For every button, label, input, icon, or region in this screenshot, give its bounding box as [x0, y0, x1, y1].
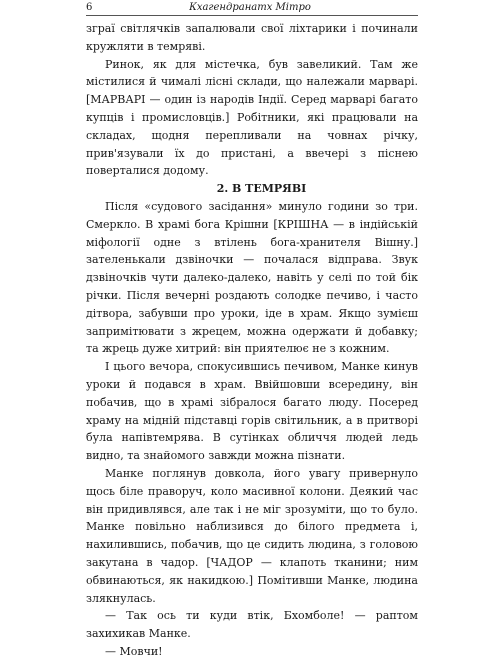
header-rule: [86, 15, 418, 16]
running-title: Кхагендранатх Мітро: [189, 2, 311, 13]
paragraph: Ринок, як для містечка, був завеликий. Там же містилися й чималі лісні склади, що належали марварі. [МАРВАРІ — один із народів Індії. Серед марварі багато купців і промисловців.] Робітники, які працювали на складах, щодня перепливали на човнах річку, прив'язували їх до пристані, а ввечері з піснею поверталися додому.: [86, 57, 418, 178]
paragraph: — Так ось ти куди втік, Бхомболе! — раптом захихикав Манке.: [86, 609, 418, 641]
running-head: [0, 2, 500, 14]
paragraph: — Мовчи!: [105, 644, 163, 658]
chapter-title: 2. В ТЕМРЯВІ: [216, 182, 307, 196]
paragraph: Після «судового засідання» минуло години зо три. Смеркло. В храмі бога Крішни [КРІШНА — в індійській міфології одне з втілень бога-хранителя Вішну.] зателенькали дзвіночки — почалася відправа. Звук дзвіночків чути далеко-далеко, навіть у селі по той бік річки. Після вечерні роздають солодке печиво, і часто дітвора, забувши про уроки, іде в храм. Якщо зумієш запримітювати з жрецем, можна одержати й добавку; та жрець дуже хитрий: він приятелює не з кожним.: [86, 199, 418, 356]
body-text: [86, 20, 418, 661]
paragraph: зграї світлячків запалювали свої ліхтарики і починали кружляти в темряві.: [86, 22, 418, 53]
page-number: 6: [86, 2, 93, 13]
paragraph: Манке поглянув довкола, його увагу привернуло щось біле праворуч, коло масивної колони. Деякий час він придивлявся, але так і не міг зрозуміти, що то було. Манке повільно наблизився до білого предмета і, нахилившись, побачив, що це сидить людина, з головою закутана в чадор. [ЧАДОР — клапоть тканини; ним обвинаються, як накидкою.] Помітивши Манке, людина злякнулась.: [86, 466, 418, 605]
paragraph: І цього вечора, спокусившись печивом, Манке кинув уроки й подався в храм. Ввійшовши всередину, він побачив, що в храмі зібралося багато люду. Посеред храму на мідній підставці горів світильник, а в притворі була напівтемрява. В сутінках обличчя людей ледь видно, та знайомого завжди можна пізнати.: [86, 360, 418, 463]
